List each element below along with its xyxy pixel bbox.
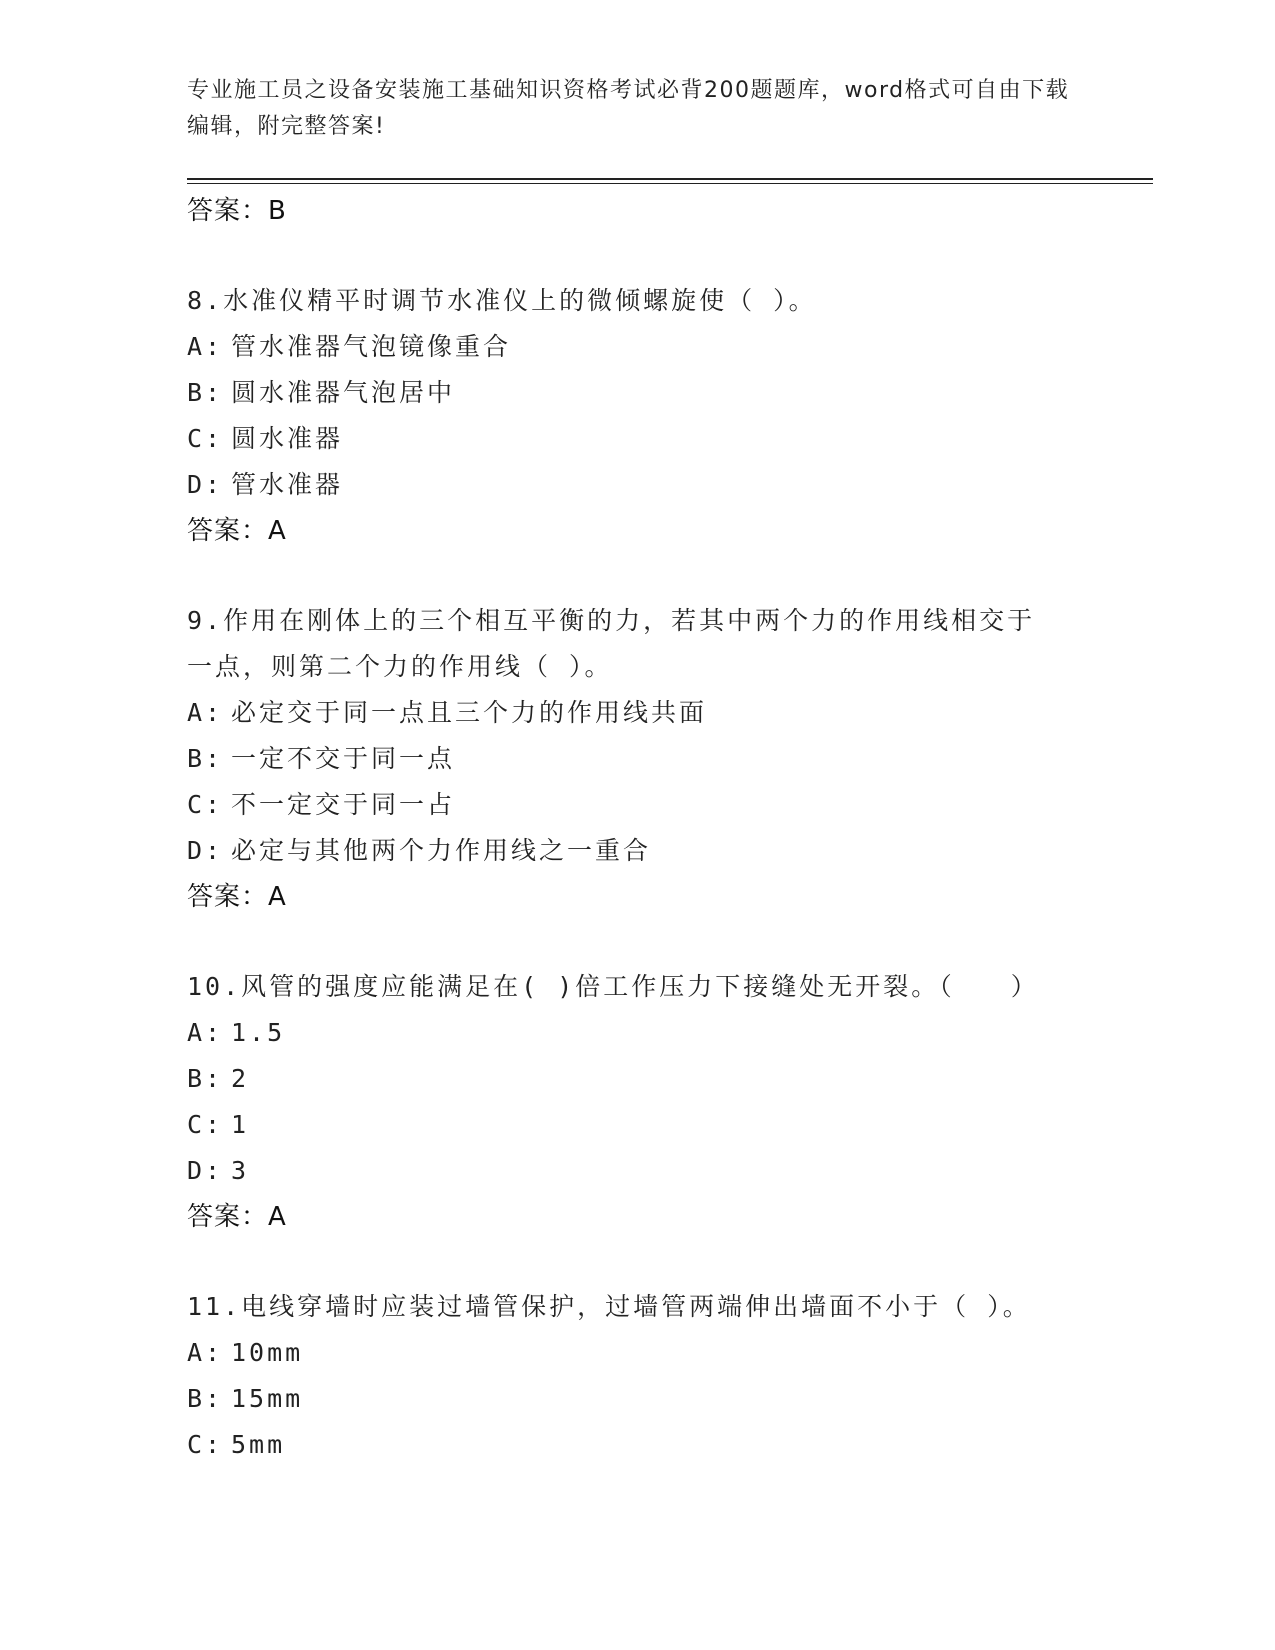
option-c bbox=[187, 1102, 1147, 1148]
spacer bbox=[187, 554, 1147, 598]
answer-line bbox=[187, 874, 1147, 920]
option-text: 必定与其他两个力作用线之一重合 bbox=[231, 836, 652, 865]
option-a bbox=[187, 324, 1147, 370]
option-b bbox=[187, 736, 1147, 782]
option-text: 一定不交于同一点 bbox=[231, 744, 456, 773]
option-key: B: bbox=[187, 744, 224, 773]
option-b bbox=[187, 1376, 1147, 1422]
option-key: D: bbox=[187, 1156, 224, 1185]
question-stem: 8.水准仪精平时调节水准仪上的微倾螺旋使（ ）。 bbox=[187, 286, 817, 315]
spacer bbox=[187, 920, 1147, 964]
option-text: 不一定交于同一占 bbox=[231, 790, 456, 819]
option-key: C: bbox=[187, 424, 224, 453]
option-key: C: bbox=[187, 1110, 224, 1139]
answer-value: A bbox=[268, 882, 287, 912]
header-divider-thin bbox=[187, 183, 1153, 184]
option-key: C: bbox=[187, 1430, 224, 1459]
option-key: B: bbox=[187, 378, 224, 407]
option-key: A: bbox=[187, 698, 224, 727]
option-key: A: bbox=[187, 332, 224, 361]
option-key: A: bbox=[187, 1018, 224, 1047]
option-text: 管水准器气泡镜像重合 bbox=[231, 332, 512, 361]
document-title: 专业施工员之设备安装施工基础知识资格考试必背200题题库，word格式可自由下载编辑，附完整答案! bbox=[187, 78, 1070, 139]
answer-label: 答案： bbox=[187, 1202, 269, 1232]
option-text: 3 bbox=[231, 1156, 250, 1185]
answer-line bbox=[187, 1194, 1147, 1240]
option-key: C: bbox=[187, 790, 224, 819]
option-a bbox=[187, 1010, 1147, 1056]
question-block bbox=[187, 278, 1147, 554]
answer-value: B bbox=[268, 196, 287, 226]
question-list bbox=[187, 188, 1147, 1468]
option-key: D: bbox=[187, 836, 224, 865]
option-text: 10mm bbox=[231, 1338, 304, 1367]
answer-value: A bbox=[268, 1202, 287, 1232]
option-text: 圆水准器 bbox=[231, 424, 344, 453]
option-b bbox=[187, 1056, 1147, 1102]
answer-value: A bbox=[268, 516, 287, 546]
option-key: B: bbox=[187, 1384, 224, 1413]
spacer bbox=[187, 1240, 1147, 1284]
question-block bbox=[187, 964, 1147, 1240]
header-divider-thick bbox=[187, 178, 1153, 180]
question-block bbox=[187, 1284, 1147, 1468]
question-stem: 9.作用在刚体上的三个相互平衡的力，若其中两个力的作用线相交于一点，则第二个力的作用线（ ）。 bbox=[187, 606, 1036, 681]
option-c bbox=[187, 782, 1147, 828]
option-text: 15mm bbox=[231, 1384, 304, 1413]
option-text: 5mm bbox=[231, 1430, 286, 1459]
answer-label: 答案： bbox=[187, 516, 269, 546]
option-d bbox=[187, 1148, 1147, 1194]
option-text: 管水准器 bbox=[231, 470, 344, 499]
option-c bbox=[187, 1422, 1147, 1468]
question-stem: 11.电线穿墙时应装过墙管保护，过墙管两端伸出墙面不小于（ ）。 bbox=[187, 1292, 1031, 1321]
answer-line bbox=[187, 508, 1147, 554]
option-key: D: bbox=[187, 470, 224, 499]
option-b bbox=[187, 370, 1147, 416]
option-text: 2 bbox=[231, 1064, 250, 1093]
option-text: 圆水准器气泡居中 bbox=[231, 378, 456, 407]
option-d bbox=[187, 462, 1147, 508]
option-d bbox=[187, 828, 1147, 874]
answer-line bbox=[187, 188, 1147, 234]
answer-label: 答案： bbox=[187, 196, 269, 226]
question-stem: 10.风管的强度应能满足在( )倍工作压力下接缝处无开裂。（ ） bbox=[187, 972, 1039, 1001]
option-a bbox=[187, 1330, 1147, 1376]
spacer bbox=[187, 234, 1147, 278]
option-text: 1 bbox=[231, 1110, 250, 1139]
answer-label: 答案： bbox=[187, 882, 269, 912]
option-c bbox=[187, 416, 1147, 462]
question-block bbox=[187, 598, 1147, 920]
option-text: 必定交于同一点且三个力的作用线共面 bbox=[231, 698, 708, 727]
option-key: B: bbox=[187, 1064, 224, 1093]
option-text: 1.5 bbox=[231, 1018, 286, 1047]
option-key: A: bbox=[187, 1338, 224, 1367]
option-a bbox=[187, 690, 1147, 736]
